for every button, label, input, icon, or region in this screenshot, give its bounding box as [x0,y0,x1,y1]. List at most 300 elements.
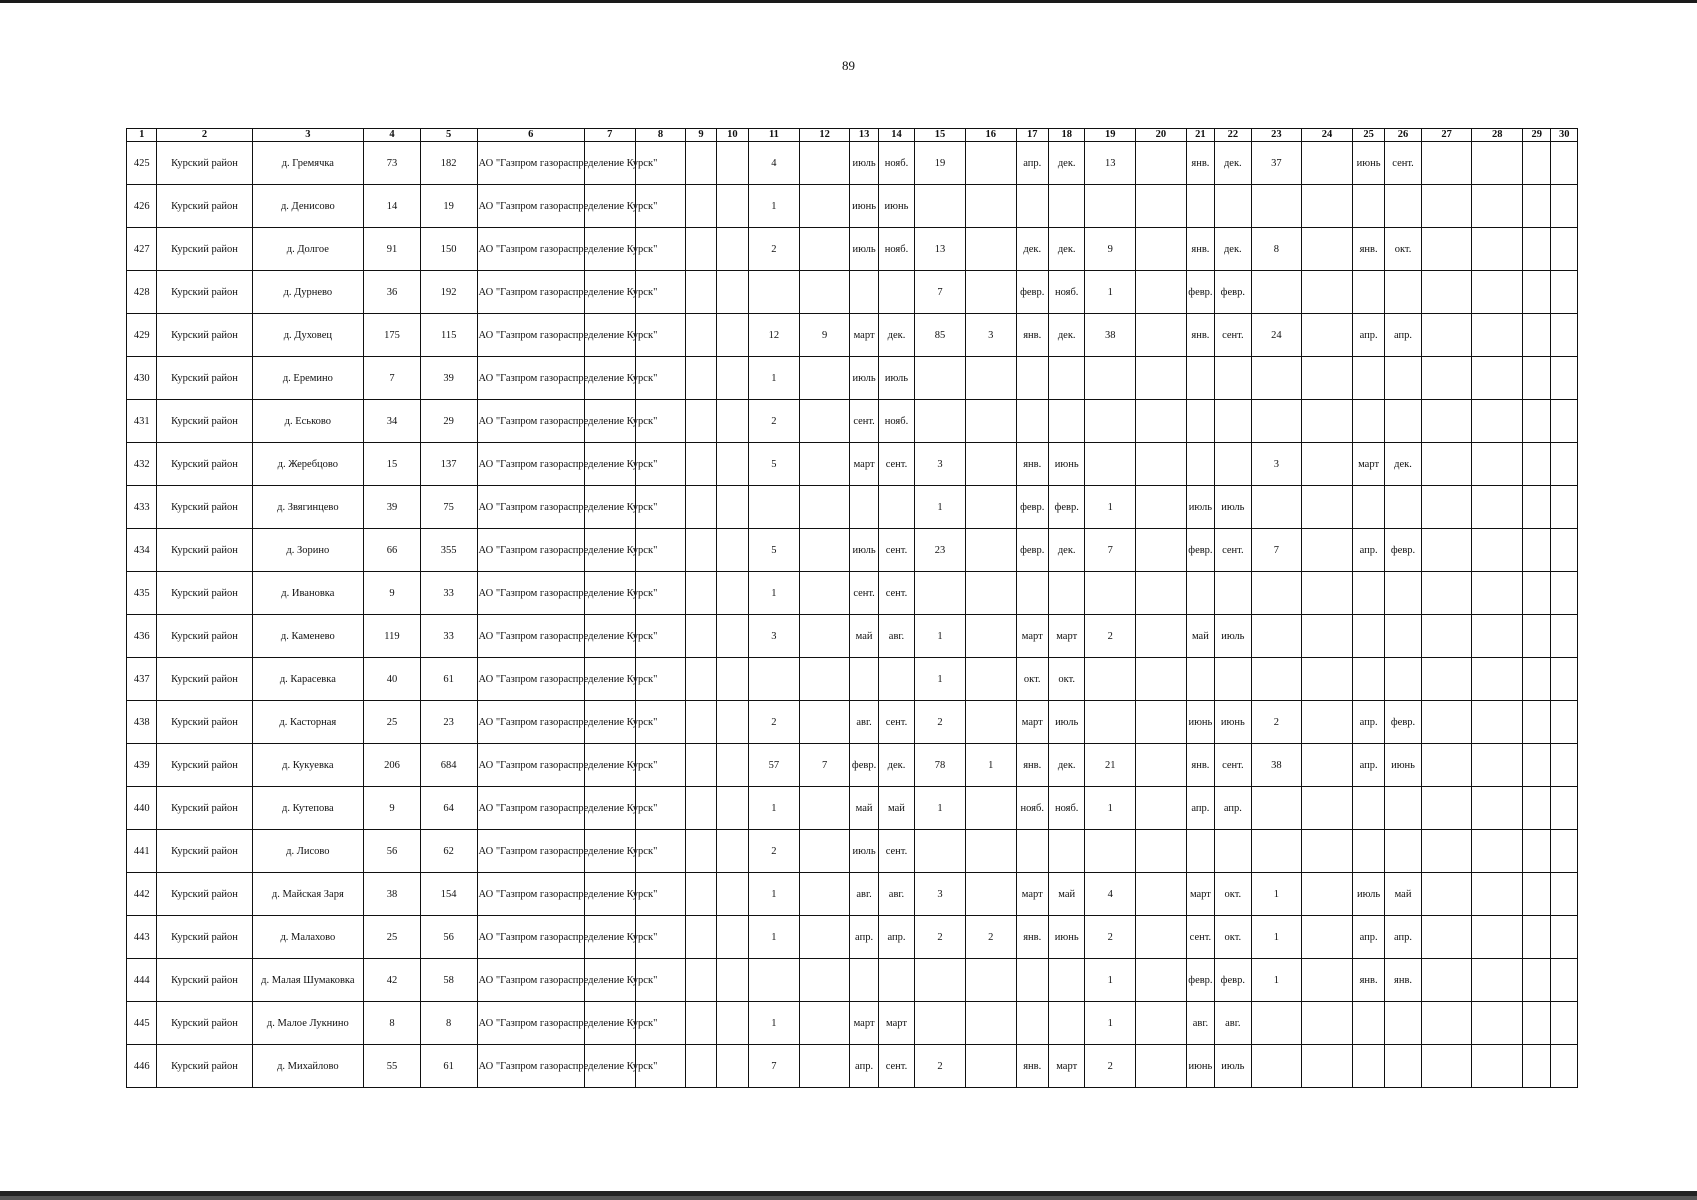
table-cell [799,357,850,400]
table-cell [850,271,878,314]
row-number-cell: 431 [127,400,157,443]
table-cell: 1 [1085,787,1136,830]
table-cell [915,357,966,400]
table-cell [1251,572,1302,615]
column-header: 6 [477,129,584,142]
district-cell: Курский район [157,916,252,959]
table-cell [1551,486,1578,529]
table-cell [1136,400,1187,443]
table-row [127,701,1578,744]
table-cell [686,357,716,400]
table-cell [965,959,1016,1002]
table-cell: 37 [1251,142,1302,185]
table-cell: 15 [364,443,421,486]
table-cell: июнь [878,185,914,228]
table-cell: февр. [1016,271,1048,314]
table-cell: май [1186,615,1214,658]
table-row [127,959,1578,1002]
table-cell [1472,830,1523,873]
table-cell [965,1002,1016,1045]
table-cell: апр. [1352,744,1384,787]
table-cell [799,873,850,916]
table-cell [1352,615,1384,658]
table-cell: авг. [878,615,914,658]
table-cell [1048,185,1084,228]
table-cell [686,744,716,787]
table-cell: дек. [1385,443,1421,486]
table-cell [1523,830,1551,873]
table-cell [1421,271,1472,314]
table-cell: 1 [1085,1002,1136,1045]
table-cell [1551,185,1578,228]
table-cell: 23 [420,701,477,744]
table-cell: июль [850,357,878,400]
column-header: 22 [1215,129,1251,142]
table-cell: июнь [1385,744,1421,787]
table-cell [1385,400,1421,443]
table-cell: 85 [915,314,966,357]
table-cell: 75 [420,486,477,529]
table-cell [686,271,716,314]
table-cell: май [878,787,914,830]
table-row [127,572,1578,615]
table-cell [1048,959,1084,1002]
district-cell: Курский район [157,744,252,787]
table-cell [1421,787,1472,830]
table-cell [1523,572,1551,615]
organization-cell: АО "Газпром газораспределение Курск" [477,658,584,701]
table-cell [1302,185,1353,228]
table-cell: 38 [1251,744,1302,787]
column-header: 14 [878,129,914,142]
column-header: 19 [1085,129,1136,142]
table-cell: авг. [878,873,914,916]
table-cell [1251,830,1302,873]
table-cell [1016,572,1048,615]
table-cell [1421,486,1472,529]
row-number-cell: 441 [127,830,157,873]
table-cell: янв. [1385,959,1421,1002]
table-cell [1551,615,1578,658]
table-cell: дек. [1048,314,1084,357]
table-cell [878,959,914,1002]
column-header: 30 [1551,129,1578,142]
table-cell: 25 [364,916,421,959]
table-cell [965,142,1016,185]
organization-cell: АО "Газпром газораспределение Курск" [477,142,584,185]
table-cell [1302,787,1353,830]
table-cell [1472,1002,1523,1045]
table-cell: февр. [1048,486,1084,529]
table-cell: 3 [915,443,966,486]
table-cell [1085,658,1136,701]
table-cell: 34 [364,400,421,443]
table-cell [850,959,878,1002]
table-cell [915,959,966,1002]
table-cell [1016,830,1048,873]
table-cell [716,1002,748,1045]
table-cell: окт. [1048,658,1084,701]
table-cell [1385,1045,1421,1088]
column-header: 28 [1472,129,1523,142]
table-cell [1215,830,1251,873]
table-row [127,486,1578,529]
table-cell [1136,228,1187,271]
table-cell [1302,1045,1353,1088]
table-cell: авг. [1186,1002,1214,1045]
table-cell: 42 [364,959,421,1002]
table-cell [1215,400,1251,443]
table-cell: дек. [1048,744,1084,787]
column-header: 20 [1136,129,1187,142]
table-row [127,615,1578,658]
table-cell [1186,357,1214,400]
table-cell: 1 [965,744,1016,787]
table-cell: окт. [1016,658,1048,701]
table-cell: 56 [364,830,421,873]
table-cell [1551,400,1578,443]
table-cell: апр. [1385,916,1421,959]
settlement-cell: д. Малахово [252,916,363,959]
table-row [127,271,1578,314]
table-cell [1523,443,1551,486]
settlement-cell: д. Денисово [252,185,363,228]
table-cell [1302,830,1353,873]
organization-cell: АО "Газпром газораспределение Курск" [477,529,584,572]
table-cell: янв. [1016,744,1048,787]
table-cell [965,787,1016,830]
table-cell: июнь [1048,916,1084,959]
district-cell: Курский район [157,1045,252,1088]
table-cell [1186,443,1214,486]
table-cell [1136,701,1187,744]
table-cell: 154 [420,873,477,916]
settlement-cell: д. Духовец [252,314,363,357]
table-cell: 2 [965,916,1016,959]
table-cell: нояб. [1048,787,1084,830]
table-cell [1302,615,1353,658]
table-cell [915,185,966,228]
table-cell: февр. [1186,959,1214,1002]
table-cell: янв. [1186,314,1214,357]
table-cell [1472,787,1523,830]
column-header: 11 [749,129,800,142]
table-cell [1251,615,1302,658]
table-cell [1523,400,1551,443]
table-cell [1551,1002,1578,1045]
organization-cell: АО "Газпром газораспределение Курск" [477,701,584,744]
table-cell [1048,400,1084,443]
table-cell: окт. [1215,916,1251,959]
table-cell: янв. [1186,228,1214,271]
table-cell: 206 [364,744,421,787]
table-cell [965,658,1016,701]
table-cell: апр. [1352,701,1384,744]
column-header: 9 [686,129,716,142]
column-header: 5 [420,129,477,142]
row-number-cell: 445 [127,1002,157,1045]
table-cell: 13 [1085,142,1136,185]
row-number-cell: 442 [127,873,157,916]
table-cell [1186,572,1214,615]
table-cell [716,787,748,830]
table-cell [1016,400,1048,443]
table-cell: 7 [364,357,421,400]
row-number-cell: 436 [127,615,157,658]
table-cell: 9 [364,787,421,830]
column-header: 25 [1352,129,1384,142]
table-cell [965,572,1016,615]
table-cell [1421,1045,1472,1088]
table-cell [1551,873,1578,916]
table-cell [1551,959,1578,1002]
table-cell [1523,185,1551,228]
district-cell: Курский район [157,701,252,744]
table-cell: апр. [1385,314,1421,357]
table-cell: 36 [364,271,421,314]
table-cell: 115 [420,314,477,357]
settlement-cell: д. Кутепова [252,787,363,830]
row-number-cell: 429 [127,314,157,357]
table-cell [1136,271,1187,314]
table-cell [1551,443,1578,486]
table-cell: авг. [1215,1002,1251,1045]
table-cell [1136,314,1187,357]
table-cell [1302,529,1353,572]
table-cell [1302,486,1353,529]
table-cell: 2 [1251,701,1302,744]
table-cell: 5 [749,529,800,572]
table-cell [716,400,748,443]
table-cell [1251,486,1302,529]
table-cell: 1 [1085,959,1136,1002]
table-cell [1352,271,1384,314]
table-cell [1523,486,1551,529]
table-cell [1136,658,1187,701]
gasification-table [126,128,1578,1088]
table-cell [1302,357,1353,400]
table-cell [1186,658,1214,701]
table-cell [1352,486,1384,529]
table-cell: сент. [878,701,914,744]
table-cell [799,400,850,443]
table-cell: 62 [420,830,477,873]
table-cell [1523,744,1551,787]
organization-cell: АО "Газпром газораспределение Курск" [477,271,584,314]
table-cell: 64 [420,787,477,830]
table-cell: март [850,1002,878,1045]
organization-cell: АО "Газпром газораспределение Курск" [477,1002,584,1045]
table-cell: май [850,787,878,830]
settlement-cell: д. Звягинцево [252,486,363,529]
table-cell: 1 [749,1002,800,1045]
table-cell: июль [850,228,878,271]
settlement-cell: д. Малая Шумаковка [252,959,363,1002]
table-cell [1523,142,1551,185]
table-cell [1421,400,1472,443]
table-cell: апр. [850,1045,878,1088]
table-cell [799,658,850,701]
table-cell [1385,830,1421,873]
table-cell: окт. [1385,228,1421,271]
column-header: 18 [1048,129,1084,142]
table-cell: сент. [850,400,878,443]
table-cell [686,1002,716,1045]
table-cell: март [850,314,878,357]
table-cell [1551,529,1578,572]
table-cell: 1 [915,615,966,658]
table-cell [716,357,748,400]
table-cell: окт. [1215,873,1251,916]
table-cell [965,357,1016,400]
table-cell [1385,486,1421,529]
column-header: 16 [965,129,1016,142]
table-cell: 14 [364,185,421,228]
table-cell: сент. [878,1045,914,1088]
table-cell: 38 [364,873,421,916]
table-cell [1302,142,1353,185]
table-cell [716,744,748,787]
table-cell [716,873,748,916]
table-cell [1302,916,1353,959]
table-row [127,400,1578,443]
table-cell [1472,615,1523,658]
table-cell [965,185,1016,228]
table-row [127,916,1578,959]
row-number-cell: 425 [127,142,157,185]
table-cell [1016,959,1048,1002]
table-cell [1352,572,1384,615]
table-cell: 33 [420,615,477,658]
table-cell [1472,271,1523,314]
table-cell: 7 [1085,529,1136,572]
table-cell [1085,701,1136,744]
table-cell: 7 [915,271,966,314]
table-cell [1472,658,1523,701]
table-cell [1472,314,1523,357]
column-header: 12 [799,129,850,142]
table-cell: июнь [850,185,878,228]
table-cell [878,486,914,529]
table-cell [1136,1002,1187,1045]
table-cell: 33 [420,572,477,615]
table-cell [1136,916,1187,959]
table-cell: 1 [1251,916,1302,959]
table-cell [1251,1045,1302,1088]
table-cell: 7 [1251,529,1302,572]
settlement-cell: д. Малое Лукнино [252,1002,363,1045]
table-cell: 684 [420,744,477,787]
table-cell [1472,959,1523,1002]
table-cell: 29 [420,400,477,443]
table-cell: 2 [915,1045,966,1088]
table-cell [1302,873,1353,916]
table-cell [1472,228,1523,271]
table-cell: 9 [364,572,421,615]
table-cell [1523,658,1551,701]
table-cell: 5 [749,443,800,486]
table-cell: июнь [1186,1045,1214,1088]
table-cell [1421,572,1472,615]
table-cell [1551,228,1578,271]
row-number-cell: 432 [127,443,157,486]
table-cell [799,443,850,486]
table-cell [1302,701,1353,744]
table-cell: 1 [915,787,966,830]
table-cell: февр. [850,744,878,787]
table-cell: янв. [1186,142,1214,185]
table-cell [1048,357,1084,400]
table-cell: 2 [1085,615,1136,658]
settlement-cell: д. Зорино [252,529,363,572]
row-number-cell: 430 [127,357,157,400]
table-cell [1136,357,1187,400]
table-cell [1136,572,1187,615]
bottom-border-lower [0,1196,1697,1200]
table-cell [1472,916,1523,959]
table-cell [716,658,748,701]
table-cell: июнь [1186,701,1214,744]
table-cell [965,615,1016,658]
table-cell: июнь [1215,701,1251,744]
table-cell [1551,357,1578,400]
table-cell [850,658,878,701]
district-cell: Курский район [157,959,252,1002]
table-cell [1421,658,1472,701]
table-cell: 1 [915,486,966,529]
table-cell [686,916,716,959]
table-cell: 1 [749,185,800,228]
table-cell [1421,529,1472,572]
table-cell [1421,744,1472,787]
column-header: 1 [127,129,157,142]
district-cell: Курский район [157,1002,252,1045]
table-row [127,314,1578,357]
table-cell [915,830,966,873]
table-row [127,658,1578,701]
district-cell: Курский район [157,400,252,443]
table-cell [1421,443,1472,486]
organization-cell: АО "Газпром газораспределение Курск" [477,873,584,916]
table-cell [1551,701,1578,744]
table-cell [716,959,748,1002]
table-cell [1215,572,1251,615]
table-cell [1421,1002,1472,1045]
table-cell: 1 [1085,486,1136,529]
page-number: 89 [842,58,855,73]
settlement-cell: д. Майская Заря [252,873,363,916]
table-cell [1523,873,1551,916]
table-cell [1523,615,1551,658]
organization-cell: АО "Газпром газораспределение Курск" [477,357,584,400]
table-row [127,830,1578,873]
district-cell: Курский район [157,314,252,357]
table-cell [1523,959,1551,1002]
table-cell [1385,1002,1421,1045]
district-cell: Курский район [157,572,252,615]
table-cell: 39 [364,486,421,529]
table-cell [1385,271,1421,314]
table-cell [1352,400,1384,443]
table-cell: май [1385,873,1421,916]
table-cell: апр. [850,916,878,959]
table-cell [716,701,748,744]
table-cell: 3 [915,873,966,916]
table-cell [915,572,966,615]
table-cell: 2 [915,701,966,744]
table-cell [1085,443,1136,486]
column-header: 27 [1421,129,1472,142]
